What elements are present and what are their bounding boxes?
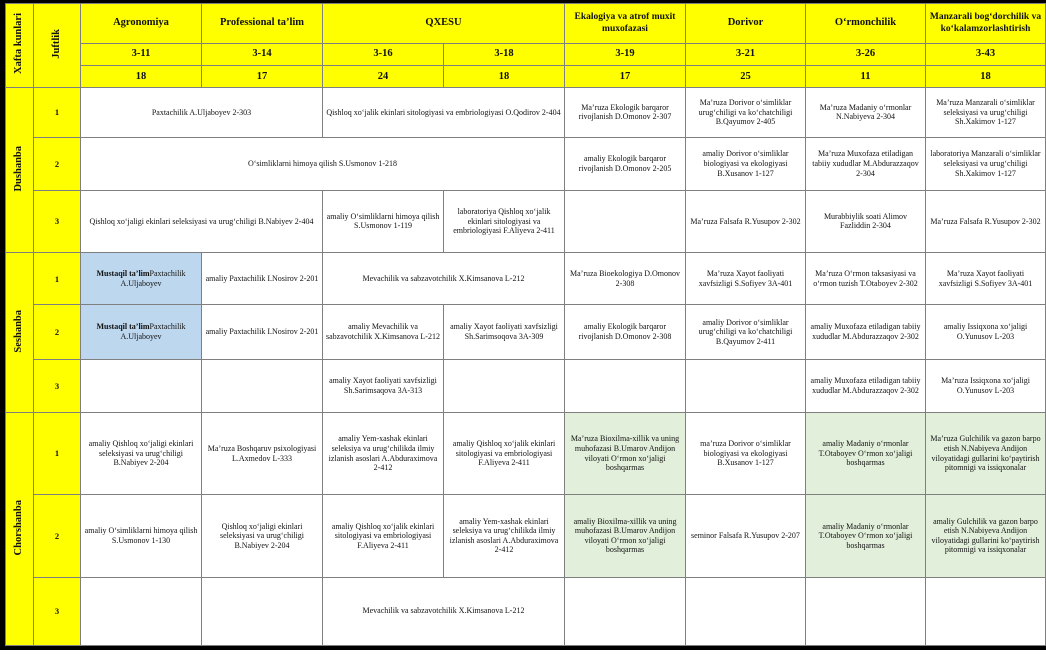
- lesson-cell-external: Ma’ruza Gulchilik va gazon barpo etish N.Nabiyeva Andijon viloyatidagi gullarini ko‘paytirish pitomnigi va issiqxonalar: [926, 412, 1046, 494]
- lesson-cell: Qishloq xo‘jaligi ekinlari seleksiyasi va urug‘chiligi B.Nabiyev 2-204: [202, 495, 323, 577]
- lesson-cell-external: amaliy Madaniy o‘rmonlar T.Otaboyev O‘rmon xo‘jaligi boshqarmas: [806, 412, 926, 494]
- lesson-cell: amaliy Mevachilik va sabzavotchilik X.Kimsanova L-212: [323, 305, 444, 359]
- lesson-cell: Ma’ruza Falsafa R.Yusupov 2-302: [926, 190, 1046, 252]
- lesson-cell: Ma’ruza Muxofaza etiladigan tabiiy xududlar M.Abdurazzaqov 2-304: [806, 137, 926, 190]
- lesson-cell-empty: [565, 190, 686, 252]
- lesson-cell: Ma’ruza Manzarali o‘simliklar seleksiyasi va urug‘chiligi Sh.Xakimov 1-127: [926, 88, 1046, 137]
- lesson-cell-empty: [926, 577, 1046, 645]
- lesson-cell: amaliy O‘simliklarni himoya qilish S.Usmonov 1-130: [81, 495, 202, 577]
- lesson-cell: amaliy Dorivor o‘simliklar biologiyasi va ekologiyasi B.Xusanov 1-127: [686, 137, 806, 190]
- lesson-cell: amaliy Paxtachilik I.Nosirov 2-201: [202, 253, 323, 305]
- day-label-seshanba: [6, 253, 34, 413]
- group-count: 11: [806, 66, 926, 88]
- day-column-header-text: Xafta kunlari: [13, 12, 25, 74]
- lesson-cell: amaliy O‘simliklarni himoya qilish S.Usmonov 1-119: [323, 190, 444, 252]
- group-count: 25: [686, 66, 806, 88]
- group-count: 18: [444, 66, 565, 88]
- group-count: 24: [323, 66, 444, 88]
- pair-column-header-text: Juftlik: [50, 28, 62, 59]
- lesson-cell: amaliy Ekologik barqaror rivojlanish D.Omonov 2-308: [565, 305, 686, 359]
- lesson-cell: Paxtachilik A.Uljaboyev 2-303: [81, 88, 323, 137]
- lesson-cell: laboratoriya Manzarali o‘simliklar seleksiyasi va urug‘chiligi Sh.Xakimov 1-127: [926, 137, 1046, 190]
- group-code: 3-26: [806, 44, 926, 66]
- pair-number: 2: [34, 305, 81, 359]
- lesson-cell: amaliy Muxofaza etiladigan tabiiy xududlar M.Abdurazzaqov 2-302: [806, 359, 926, 412]
- group-code: 3-16: [323, 44, 444, 66]
- group-code: 3-21: [686, 44, 806, 66]
- lesson-cell: Qishloq xo‘jalik ekinlari sitologiyasi va embriologiyasi O.Qodirov 2-404: [323, 88, 565, 137]
- lesson-cell: amaliy Ekologik barqaror rivojlanish D.Omonov 2-205: [565, 137, 686, 190]
- pair-number: 3: [34, 359, 81, 412]
- day-label-text: Chorshanba: [13, 499, 25, 556]
- lesson-cell-external: amaliy Bioxilma-xillik va uning muhofazasi B.Umarov Andijon viloyati O‘rmon xo‘jaligi boshqarmas: [565, 495, 686, 577]
- day-label-text: Dushanba: [13, 146, 25, 192]
- lesson-cell: amaliy Qishloq xo‘jaligi ekinlari seleksiyasi va urug‘chiligi B.Nabiyev 2-204: [81, 412, 202, 494]
- lesson-cell: amaliy Yem-xashak ekinlari seleksiya va urug‘chilikda ilmiy izlanish asoslari A.Abduraximova 2-412: [323, 412, 444, 494]
- day-column-header: [6, 4, 34, 88]
- schedule-table: [5, 3, 1046, 646]
- pair-number: 2: [34, 495, 81, 577]
- group-name-dorivor: Dorivor: [686, 4, 806, 44]
- lesson-cell: laboratoriya Qishloq xo‘jalik ekinlari sitologiyasi va embriologiyasi F.Aliyeva 2-411: [444, 190, 565, 252]
- lesson-cell-empty: [565, 359, 686, 412]
- lesson-cell: O‘simliklarni himoya qilish S.Usmonov 1-218: [81, 137, 565, 190]
- lesson-cell: ma’ruza Dorivor o‘simliklar biologiyasi va ekologiyasi B.Xusanov 1-127: [686, 412, 806, 494]
- lesson-text: Paxtachilik A.Uljaboyev: [120, 322, 186, 341]
- group-count: 17: [565, 66, 686, 88]
- lesson-cell-empty: [81, 359, 202, 412]
- group-name-professional: Professional ta’lim: [202, 4, 323, 44]
- lesson-cell-external: Ma’ruza Bioxilma-xillik va uning muhofazasi B.Umarov Andijon viloyati O‘rmon xo‘jaligi boshqarmas: [565, 412, 686, 494]
- lesson-cell: Murabbiylik soati Alimov Fazliddin 2-304: [806, 190, 926, 252]
- day-label-dushanba: [6, 88, 34, 253]
- lesson-cell: amaliy Muxofaza etiladigan tabiiy xududlar M.Abdurazzaqov 2-302: [806, 305, 926, 359]
- lesson-cell: Mevachilik va sabzavotchilik X.Kimsanova L-212: [323, 253, 565, 305]
- lesson-cell: amaliy Paxtachilik I.Nosirov 2-201: [202, 305, 323, 359]
- lesson-cell-independent-study: [81, 253, 202, 305]
- lesson-cell: Qishloq xo‘jaligi ekinlari seleksiyasi va urug‘chiligi B.Nabiyev 2-404: [81, 190, 323, 252]
- lesson-cell-empty: [686, 577, 806, 645]
- group-code: 3-14: [202, 44, 323, 66]
- lesson-cell-empty: [81, 577, 202, 645]
- lesson-cell: amaliy Issiqxona xo‘jaligi O.Yunusov L-203: [926, 305, 1046, 359]
- group-code: 3-19: [565, 44, 686, 66]
- group-count: 18: [81, 66, 202, 88]
- independent-study-label: Mustaqil ta’lim: [96, 269, 150, 279]
- lesson-cell-empty: [686, 359, 806, 412]
- lesson-cell: amaliy Dorivor o‘simliklar urug‘chiligi va ko‘chatchiligi B.Qayumov 2-411: [686, 305, 806, 359]
- lesson-cell: Ma’ruza Falsafa R.Yusupov 2-302: [686, 190, 806, 252]
- day-label-text: Seshanba: [13, 309, 25, 353]
- lesson-cell: amaliy Qishloq xo‘jalik ekinlari sitologiyasi va embriologiyasi F.Aliyeva 2-411: [444, 412, 565, 494]
- lesson-cell-empty: [565, 577, 686, 645]
- lesson-cell-empty: [202, 359, 323, 412]
- lesson-text: Paxtachilik A.Uljaboyev: [120, 269, 186, 288]
- lesson-cell: seminor Falsafa R.Yusupov 2-207: [686, 495, 806, 577]
- pair-number: 1: [34, 88, 81, 137]
- lesson-cell: Ma’ruza Issiqxona xo‘jaligi O.Yunusov L-203: [926, 359, 1046, 412]
- group-code: 3-18: [444, 44, 565, 66]
- group-name-ormonchilik: O‘rmonchilik: [806, 4, 926, 44]
- pair-number: 3: [34, 577, 81, 645]
- lesson-cell: Ma’ruza Boshqaruv psixologiyasi L.Axmedov L-333: [202, 412, 323, 494]
- lesson-cell: amaliy Xayot faoliyati xavfsizligi Sh.Sarimsaqova 3A-313: [323, 359, 444, 412]
- lesson-cell-external: amaliy Madaniy o‘rmonlar T.Otaboyev O‘rmon xo‘jaligi boshqarmas: [806, 495, 926, 577]
- lesson-cell: amaliy Yem-xashak ekinlari seleksiya va urug‘chilikda ilmiy izlanish asoslari A.Abduraximova 2-412: [444, 495, 565, 577]
- lesson-cell-external: amaliy Gulchilik va gazon barpo etish N.Nabiyeva Andijon viloyatidagi gullarini ko‘paytirish pitomnigi va issiqxonalar: [926, 495, 1046, 577]
- pair-number: 1: [34, 412, 81, 494]
- lesson-cell-empty: [202, 577, 323, 645]
- lesson-cell: Ma’ruza Madaniy o‘rmonlar N.Nabiyeva 2-304: [806, 88, 926, 137]
- pair-column-header: [34, 4, 81, 88]
- group-code: 3-11: [81, 44, 202, 66]
- lesson-cell: amaliy Xayot faoliyati xavfsizligi Sh.Sarimsoqova 3A-309: [444, 305, 565, 359]
- group-name-qxesu: QXESU: [323, 4, 565, 44]
- lesson-cell: amaliy Qishloq xo‘jalik ekinlari sitologiyasi va embriologiyasi F.Aliyeva 2-411: [323, 495, 444, 577]
- lesson-cell-empty: [806, 577, 926, 645]
- lesson-cell: Mevachilik va sabzavotchilik X.Kimsanova L-212: [323, 577, 565, 645]
- lesson-cell: Ma’ruza O‘rmon taksasiyasi va o‘rmon tuzish T.Otaboyev 2-302: [806, 253, 926, 305]
- lesson-cell: Ma’ruza Dorivor o‘simliklar urug‘chiligi va ko‘chatchiligi B.Qayumov 2-405: [686, 88, 806, 137]
- group-name-agronomiya: Agronomiya: [81, 4, 202, 44]
- group-name-ekalogiya: Ekalogiya va atrof muxit muxofazasi: [565, 4, 686, 44]
- lesson-cell-independent-study: [81, 305, 202, 359]
- lesson-cell: Ma’ruza Xayot faoliyati xavfsizligi S.Sofiyev 3A-401: [926, 253, 1046, 305]
- pair-number: 2: [34, 137, 81, 190]
- lesson-cell-empty: [444, 359, 565, 412]
- independent-study-label: Mustaqil ta’lim: [96, 322, 150, 332]
- lesson-cell: Ma’ruza Bioekologiya D.Omonov 2-308: [565, 253, 686, 305]
- lesson-cell: Ma’ruza Xayot faoliyati xavfsizligi S.Sofiyev 3A-401: [686, 253, 806, 305]
- group-code: 3-43: [926, 44, 1046, 66]
- pair-number: 3: [34, 190, 81, 252]
- pair-number: 1: [34, 253, 81, 305]
- group-count: 17: [202, 66, 323, 88]
- group-name-manzarali: Manzarali bog‘dorchilik va ko‘kalamzorlashtirish: [926, 4, 1046, 44]
- day-label-chorshanba: [6, 412, 34, 645]
- group-count: 18: [926, 66, 1046, 88]
- lesson-cell: Ma’ruza Ekologik barqaror rivojlanish D.Omonov 2-307: [565, 88, 686, 137]
